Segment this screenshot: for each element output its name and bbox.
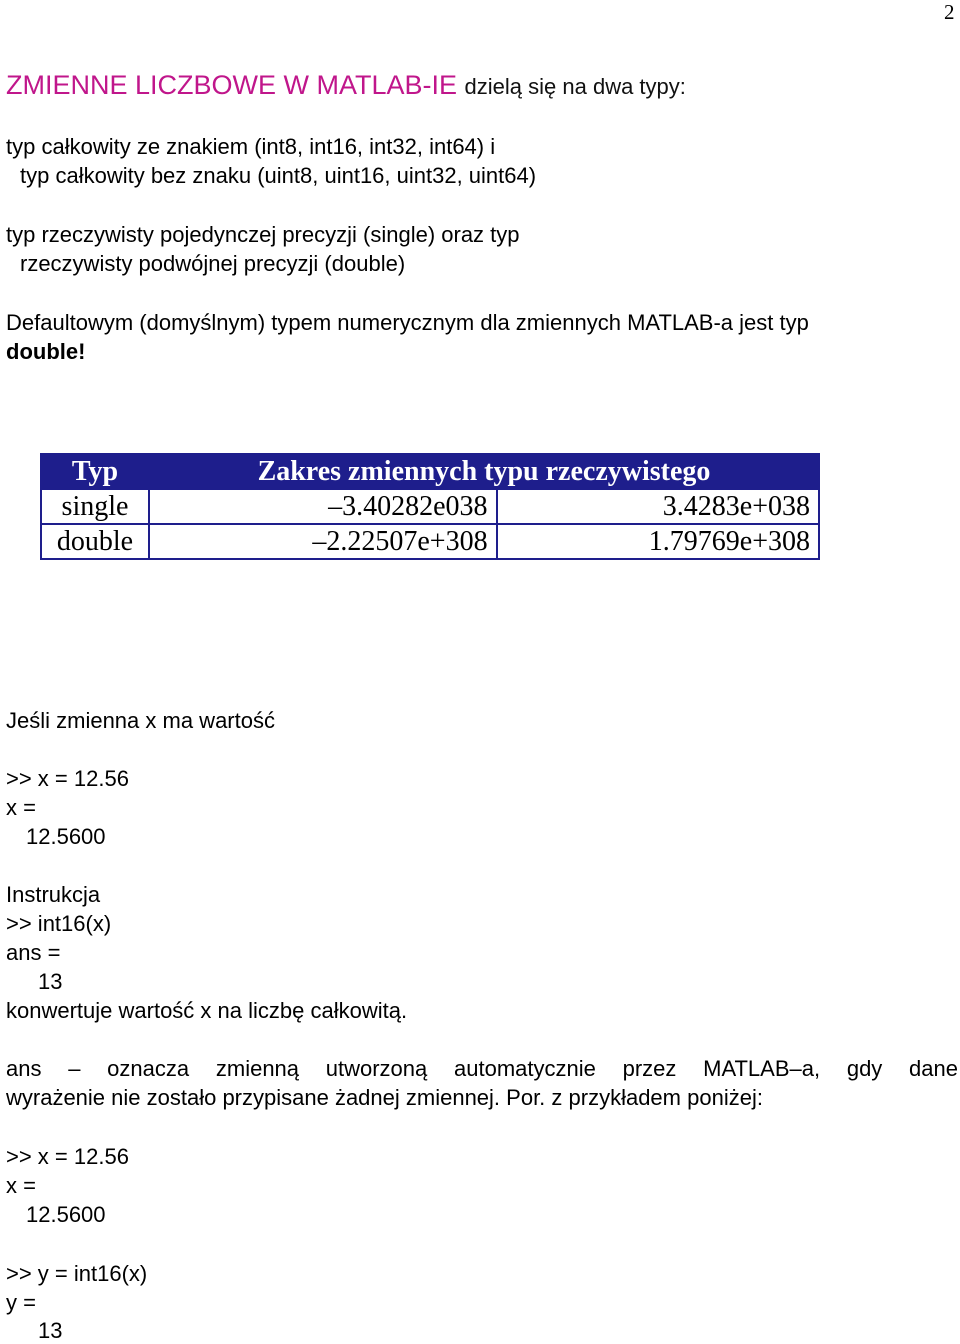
example2-command-2: >> y = int16(x) [6, 1261, 148, 1286]
header-type: Typ [41, 454, 149, 489]
type-name: double [41, 524, 149, 559]
range-high: 3.4283e+038 [497, 489, 819, 524]
header-range: Zakres zmiennych typu rzeczywistego [149, 454, 819, 489]
example2-output-value: 12.5600 [26, 1202, 106, 1227]
example2-output-label: x = [6, 1173, 36, 1198]
table-row [41, 489, 819, 524]
range-low: –3.40282e038 [149, 489, 497, 524]
table-header-row [41, 454, 819, 489]
real-types-line-2: rzeczywisty podwójnej precyzji (double) [20, 251, 406, 276]
heading-title: ZMIENNE LICZBOWE W MATLAB-IE [6, 70, 458, 100]
real-types-line-1: typ rzeczywisty pojedynczej precyzji (single) oraz typ [6, 222, 520, 247]
section-heading [6, 70, 686, 101]
example2-y-label: y = [6, 1290, 36, 1315]
ans-note-line-2: wyrażenie nie zostało przypisane żadnej zmiennej. Por. z przykładem poniżej: [6, 1085, 763, 1110]
example1-command-2: >> int16(x) [6, 911, 112, 936]
int-types-line-2: typ całkowity bez znaku (uint8, uint16, uint32, uint64) [20, 163, 537, 188]
default-type-line-1: Defaultowym (domyślnym) typem numerycznym dla zmiennych MATLAB-a jest typ [6, 310, 809, 335]
example1-command: >> x = 12.56 [6, 766, 129, 791]
type-name: single [41, 489, 149, 524]
int-types-line-1: typ całkowity ze znakiem (int8, int16, int32, int64) i [6, 134, 496, 159]
page-number: 2 [944, 0, 955, 24]
heading-subtitle: dzielą się na dwa typy: [464, 74, 686, 99]
table-row [41, 524, 819, 559]
example1-intro: Jeśli zmienna x ma wartość [6, 708, 275, 733]
example1-ans-label: ans = [6, 940, 61, 965]
example2-command: >> x = 12.56 [6, 1144, 129, 1169]
default-type-line-2: double! [6, 339, 86, 364]
example1-ans-value: 13 [38, 969, 63, 994]
ans-note-line-1: ans – oznacza zmienną utworzoną automatycznie przez MATLAB–a, gdy dane [6, 1056, 958, 1081]
real-type-range-table [40, 453, 820, 560]
range-high: 1.79769e+308 [497, 524, 819, 559]
example1-instruction-label: Instrukcja [6, 882, 101, 907]
example1-output-value: 12.5600 [26, 824, 106, 849]
example2-y-value: 13 [38, 1318, 63, 1343]
range-low: –2.22507e+308 [149, 524, 497, 559]
example1-explanation: konwertuje wartość x na liczbę całkowitą. [6, 998, 408, 1023]
example1-output-label: x = [6, 795, 36, 820]
